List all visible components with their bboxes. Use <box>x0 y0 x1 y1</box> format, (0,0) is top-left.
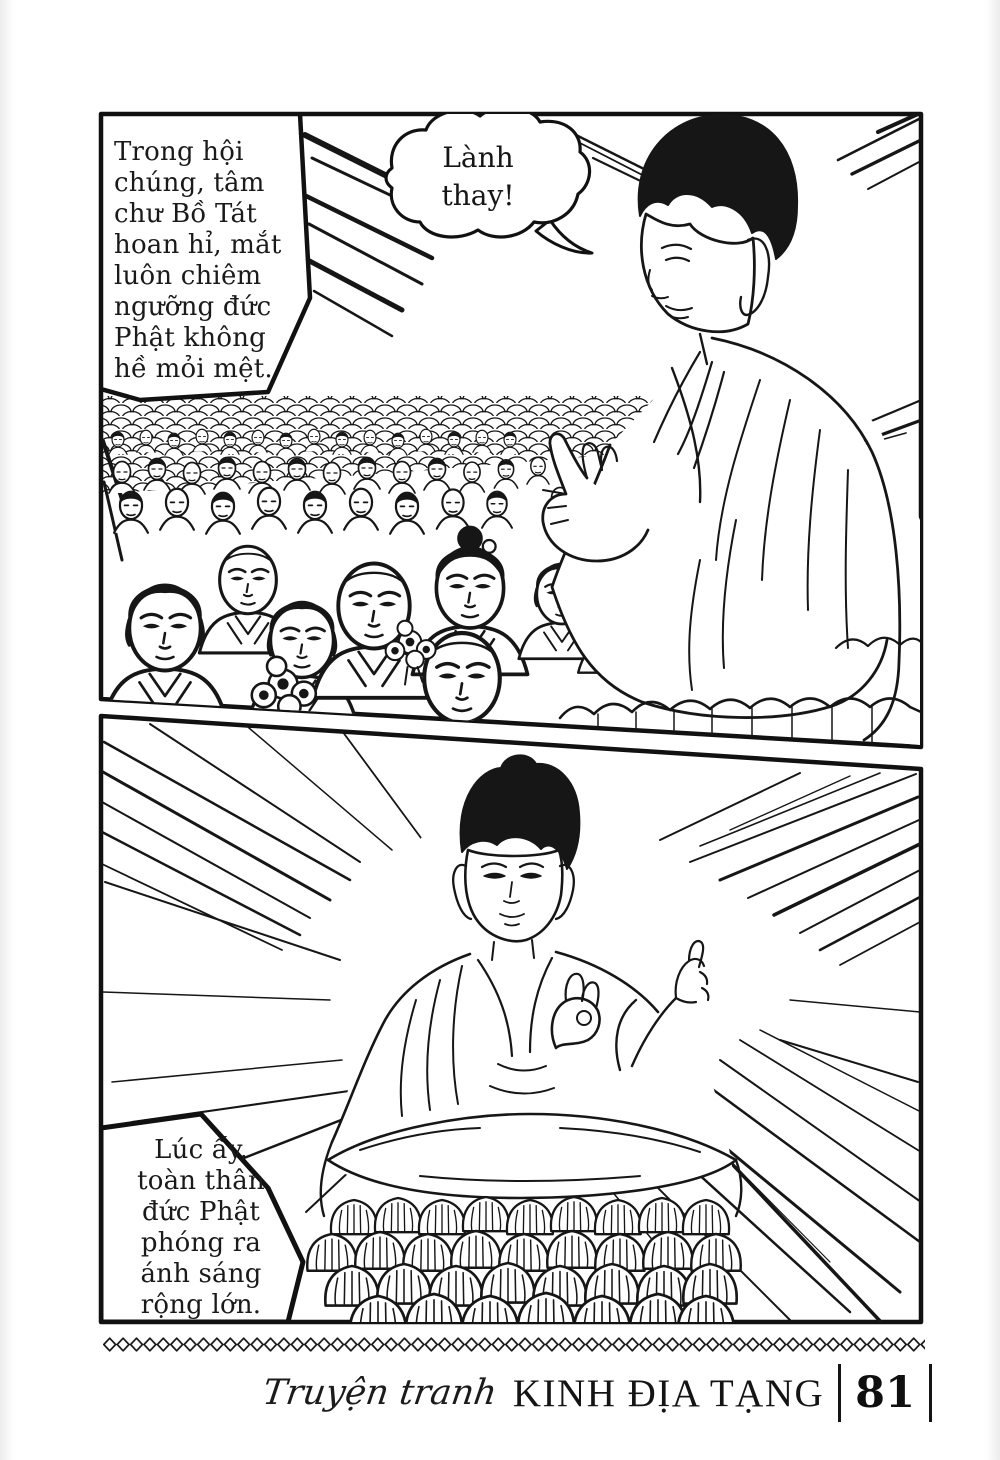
narration-line: ánh sáng <box>140 1259 262 1289</box>
narration-box-bottom <box>102 1135 300 1321</box>
narration-line: chúng, tâm <box>114 168 265 198</box>
narration-box-top <box>114 137 302 385</box>
page-footer <box>260 1356 946 1430</box>
narration-line: ngưỡng đức <box>114 292 272 322</box>
narration-line: Trong hội <box>114 137 244 167</box>
series-script-title: Truyện tranh <box>260 1373 500 1413</box>
narration-line: rộng lớn. <box>140 1290 262 1320</box>
lotus-throne <box>307 1197 741 1338</box>
narration-line: hoan hỉ, mắt <box>114 230 282 260</box>
speech-bubble-text <box>396 139 560 215</box>
narration-line: Lúc ấy, <box>154 1135 248 1165</box>
speech-line: Lành <box>442 141 514 174</box>
page-number: 81 <box>855 1368 915 1418</box>
footer-divider-bar <box>929 1364 932 1422</box>
narration-line: luôn chiêm <box>114 261 262 291</box>
narration-line: Phật không <box>114 323 266 353</box>
narration-line: chư Bồ Tát <box>114 199 257 229</box>
series-title: KINH ĐỊA TẠNG <box>512 1371 825 1415</box>
narration-line: đức Phật <box>141 1197 260 1227</box>
narration-line: toàn thân <box>137 1166 265 1196</box>
narration-line: hề mỏi mệt. <box>114 354 273 384</box>
diamond-divider <box>103 1337 925 1352</box>
footer-divider-bar <box>838 1364 841 1422</box>
speech-line: thay! <box>441 179 515 212</box>
narration-line: phóng ra <box>140 1228 262 1258</box>
